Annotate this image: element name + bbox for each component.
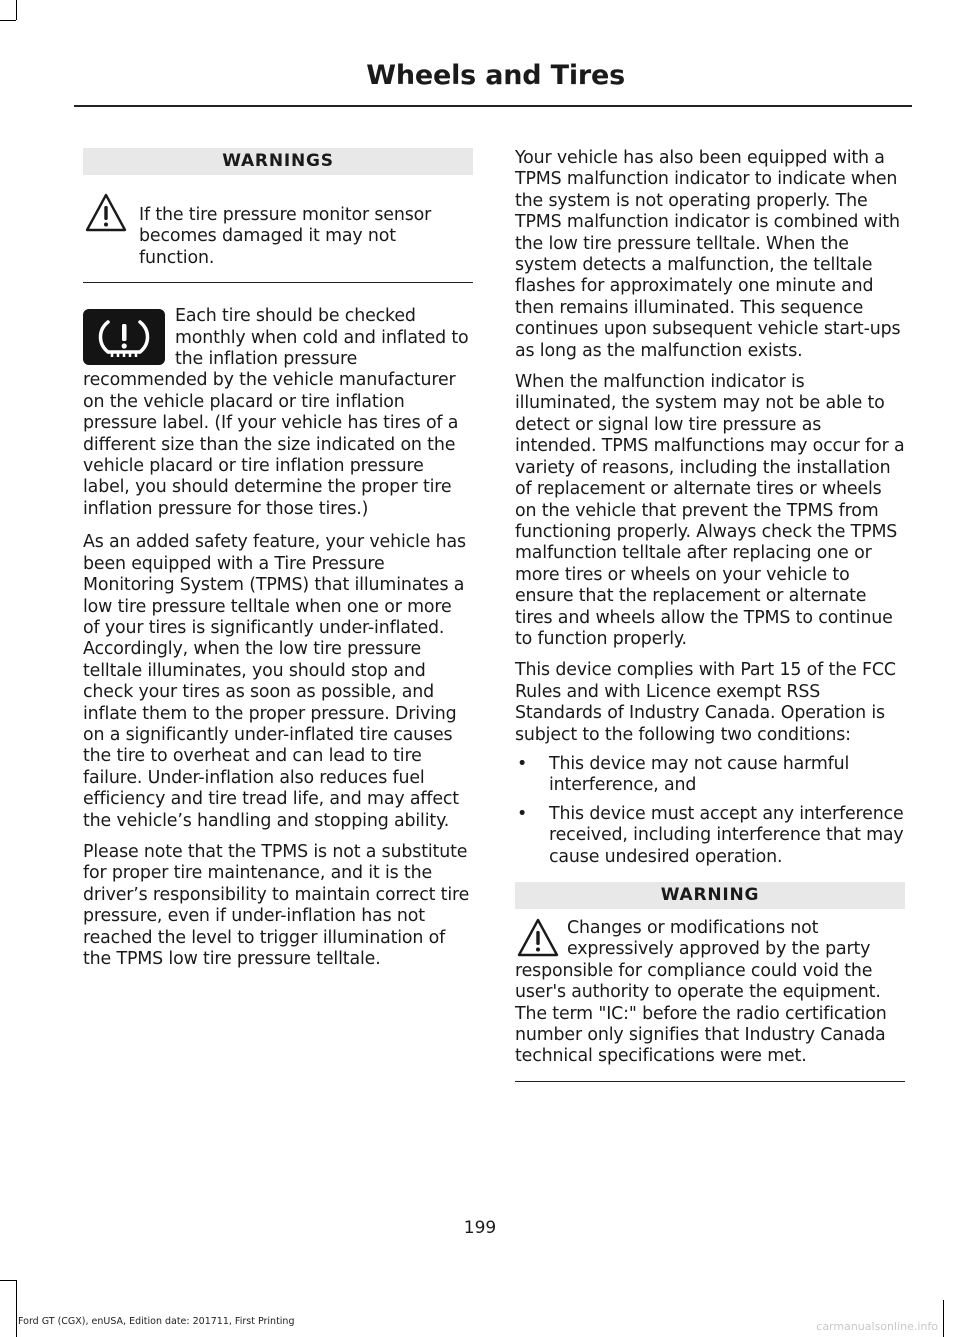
header-rule — [74, 105, 912, 107]
bullet-dot: • — [517, 753, 528, 774]
page-number: 199 — [463, 1218, 497, 1238]
list-item — [515, 754, 905, 797]
tpms-section — [83, 306, 473, 520]
right-column — [515, 148, 905, 1082]
bullet-dot: • — [517, 803, 528, 824]
left-column — [83, 148, 473, 970]
paragraph: When the malfunction indicator is illuminated, the system may not be able to detect or signal low tire pressure as intended. TPMS malfunctions may occur for a variety of reasons, including the installation of replacement or alternate tires or wheels on the vehicle that prevent the TPMS from functioning properly. Always check the TPMS malfunction telltale after replacing one or more tires or wheels on your vehicle to ensure that the replacement or alternate tires and wheels allow the TPMS to continue to function properly. — [515, 372, 905, 649]
warnings-heading: WARNINGS — [83, 148, 473, 175]
warning-heading: WARNING — [515, 882, 905, 909]
warning-text: Changes or modifications not expressively approved by the party responsible for compliance could void the user's authority to operate the equipment. The term "IC:" before the radio certification number only signifies that Industry Canada technical specifications were met. — [515, 918, 887, 1067]
warning-box — [515, 909, 905, 1082]
list-item-text: This device may not cause harmful interference, and — [549, 753, 850, 796]
bullet-list — [515, 754, 905, 868]
warning-triangle-icon — [517, 918, 559, 958]
warning-text: If the tire pressure monitor sensor becomes damaged it may not function. — [139, 205, 432, 268]
tpms-paragraph: Each tire should be checked monthly when cold and inflated to the inflation pressure recommended by the vehicle manufacturer on the vehicle placard or tire inflation pressure label. (If your vehicle has tires of a different size than the size indicated on the vehicle placard or tire inflation pressure label, you should determine the proper tire inflation pressure for those tires.) — [83, 306, 469, 519]
paragraph: Your vehicle has also been equipped with a TPMS malfunction indicator to indicate when the system is not operating properly. The TPMS malfunction indicator is combined with the low tire pressure telltale. When the system detects a malfunction, the telltale flashes for approximately one minute and then remains illuminated. This sequence continues upon subsequent vehicle start-ups as long as the malfunction exists. — [515, 148, 901, 361]
warning-box — [83, 175, 473, 283]
page-title: Wheels and Tires — [366, 60, 625, 91]
crop-mark — [16, 1280, 17, 1337]
footer-edition-info: Ford GT (CGX), enUSA, Edition date: 201711, First Printing — [18, 1316, 295, 1327]
warning-triangle-icon — [85, 193, 127, 233]
crop-mark — [0, 20, 16, 21]
paragraph: As an added safety feature, your vehicle has been equipped with a Tire Pressure Monitoring System (TPMS) that illuminates a low tire pressure telltale when one or more of your tires is significantly under-inflated. Accordingly, when the low tire pressure telltale illuminates, you should stop and check your tires as soon as possible, and inflate them to the proper pressure. Driving on a significantly under-inflated tire causes the tire to overheat and can lead to tire failure. Under-inflation also reduces fuel efficiency and tire tread life, and may affect the vehicle’s handling and stopping ability. — [83, 532, 466, 831]
list-item-text: This device must accept any interference received, including interference that may cause undesired operation. — [549, 803, 904, 867]
paragraph: This device complies with Part 15 of the FCC Rules and with Licence exempt RSS Standards of Industry Canada. Operation is subject to the following two conditions: — [515, 660, 896, 745]
crop-mark — [0, 1280, 16, 1281]
crop-mark — [16, 0, 17, 20]
watermark: carmanualsonline.info — [816, 1320, 938, 1333]
list-item — [515, 804, 905, 868]
crop-mark — [943, 1300, 944, 1337]
paragraph: Please note that the TPMS is not a substitute for proper tire maintenance, and it is the driver’s responsibility to maintain correct tire pressure, even if under-inflation has not reached the level to trigger illumination of the TPMS low tire pressure telltale. — [83, 841, 470, 969]
tire-pressure-warning-icon — [83, 309, 165, 365]
